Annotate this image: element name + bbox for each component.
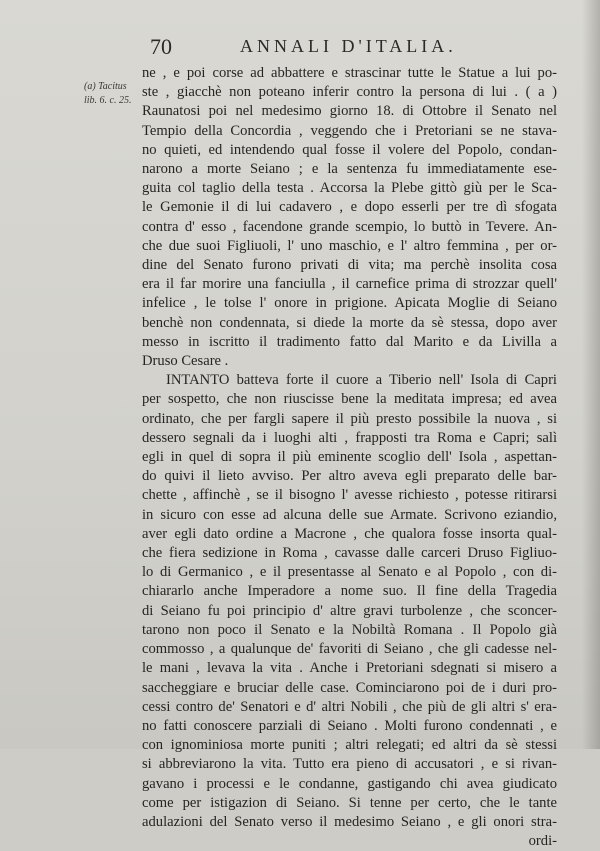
text-line: le mani , levava la vita . Anche i Pretoriani sdegnati si misero a xyxy=(142,660,557,677)
text-line: contra d' esso , facendone grande scempio, lo buttò in Tevere. An- xyxy=(142,218,557,235)
text-line: narono a morte Seiano ; e la sentenza fu immediatamente ese- xyxy=(142,161,557,178)
text-line: no fatti conoscere parziali di Seiano . Molti furono condennati , e xyxy=(142,717,557,734)
text-line: messo in iscritto il tradimento fatto dal Marito e da Livilla a xyxy=(142,333,557,350)
text-line: Tempio della Concordia , veggendo che i Pretoriani se ne stava- xyxy=(142,122,557,139)
text-line: chiararlo anche Imperadore a nome suo. Il fine della Tragedia xyxy=(142,583,557,600)
text-line: dine del Senato furono privati di vita; ma perchè insolita cosa xyxy=(142,257,557,274)
text-line: ordinato, che per fargli sapere il più presto possibile la nuova , si xyxy=(142,410,557,427)
text-line: do quivi il lieto avviso. Per altro aveva egli preparato delle bar- xyxy=(142,468,557,485)
page-number: 70 xyxy=(150,34,172,59)
text-line: era il far morire una fanciulla , il carnefice prima di strozzar quell' xyxy=(142,276,557,293)
text-line: con ignominiosa morte puniti ; altri relegati; ed altri da sè stessi xyxy=(142,737,557,754)
margin-note-citation: (a) Tacitus xyxy=(84,81,127,92)
text-line: Raunatosi poi nel medesimo giorno 18. di Ottobre il Senato nel xyxy=(142,103,557,120)
text-line: cessi contro de' Senatori e d' altri Nobili , che più de gli altri s' era- xyxy=(142,698,557,715)
text-line: ste , giacchè non poteano inferir contro la persona di lui . ( a ) xyxy=(142,84,557,101)
text-line: si abbreviarono la vita. Tutto era pieno di accusatori , e si rivan- xyxy=(142,756,557,773)
text-line: commosso , a qualunque de' favoriti di Seiano , che gli cadesse nel- xyxy=(142,641,557,658)
text-line: tarono non poco il Senato e la Nobiltà Romana . Il Popolo già xyxy=(142,621,557,638)
text-line: per sospetto, che non riuscisse bene la meditata impresa; ed avea xyxy=(142,391,557,408)
text-line: che due suoi Figliuoli, l' uno maschio, e l' altro femmina , per or- xyxy=(142,237,557,254)
text-line: dessero segnali da i luoghi alti , frapposti tra Roma e Capri; salì xyxy=(142,429,557,446)
catchword: ordi- xyxy=(528,833,557,850)
page-header xyxy=(150,34,580,60)
text-line: chette , affinchè , se il bisogno l' avesse richiesto , potesse ritirarsi xyxy=(142,487,557,504)
text-line: di Seiano fu poi principio d' altre gravi turbolenze , che sconcer- xyxy=(142,602,557,619)
text-line: saccheggiare e bruciar delle case. Cominciarono poi de i duri pro- xyxy=(142,679,557,696)
text-line: no quieti, ed intendendo qual fosse il volere del Popolo, condan- xyxy=(142,141,557,158)
page-edge-shadow xyxy=(582,0,600,749)
text-line: aver egli dato ordine a Macrone , che qualora fosse insorta qual- xyxy=(142,525,557,542)
text-line: Druso Cesare . xyxy=(142,353,229,370)
text-line: in sicuro con esse ad alcuna delle sue Armate. Scrivono eziandio, xyxy=(142,506,557,523)
text-line: le Gemonie il di lui cadavero , e dopo esserli per tre dì sfogata xyxy=(142,199,557,216)
text-line: gavano i processi e le condanne, gastigando chi avea giudicato xyxy=(142,775,557,792)
text-line: ne , e poi corse ad abbattere e strascinar tutte le Statue a lui po- xyxy=(142,65,557,81)
text-line: come per istigazion di Seiano. Si tenne per certo, che le tante xyxy=(142,794,557,811)
body-text xyxy=(142,64,557,851)
text-line: che fiera sedizione in Roma , cavasse dalle carceri Druso Figliuo- xyxy=(142,545,557,562)
text-line: lo di Germanico , e il presentasse al Senato e al Popolo , con di- xyxy=(142,564,557,581)
paragraph-start-line: INTANTO batteva forte il cuore a Tiberio nell' Isola di Capri xyxy=(166,372,557,389)
text-line: benchè non condennata, si diede la morte da sè stessa, dopo aver xyxy=(142,314,557,331)
margin-note-reference: lib. 6. c. 25. xyxy=(84,95,132,106)
text-line: guita col taglio della testa . Accorsa la Plebe gittò giù per le Sca- xyxy=(142,180,557,197)
text-line: egli in quel di sopra il più eminente scoglio dell' Isola , aspettan- xyxy=(142,449,557,466)
running-title: ANNALI D'ITALIA. xyxy=(240,36,457,56)
text-line: adulazioni del Senato verso il medesimo Seiano , e gli onori stra- xyxy=(142,813,557,830)
text-line: infelice , le tolse l' onore in prigione. Apicata Moglie di Seiano xyxy=(142,295,557,312)
